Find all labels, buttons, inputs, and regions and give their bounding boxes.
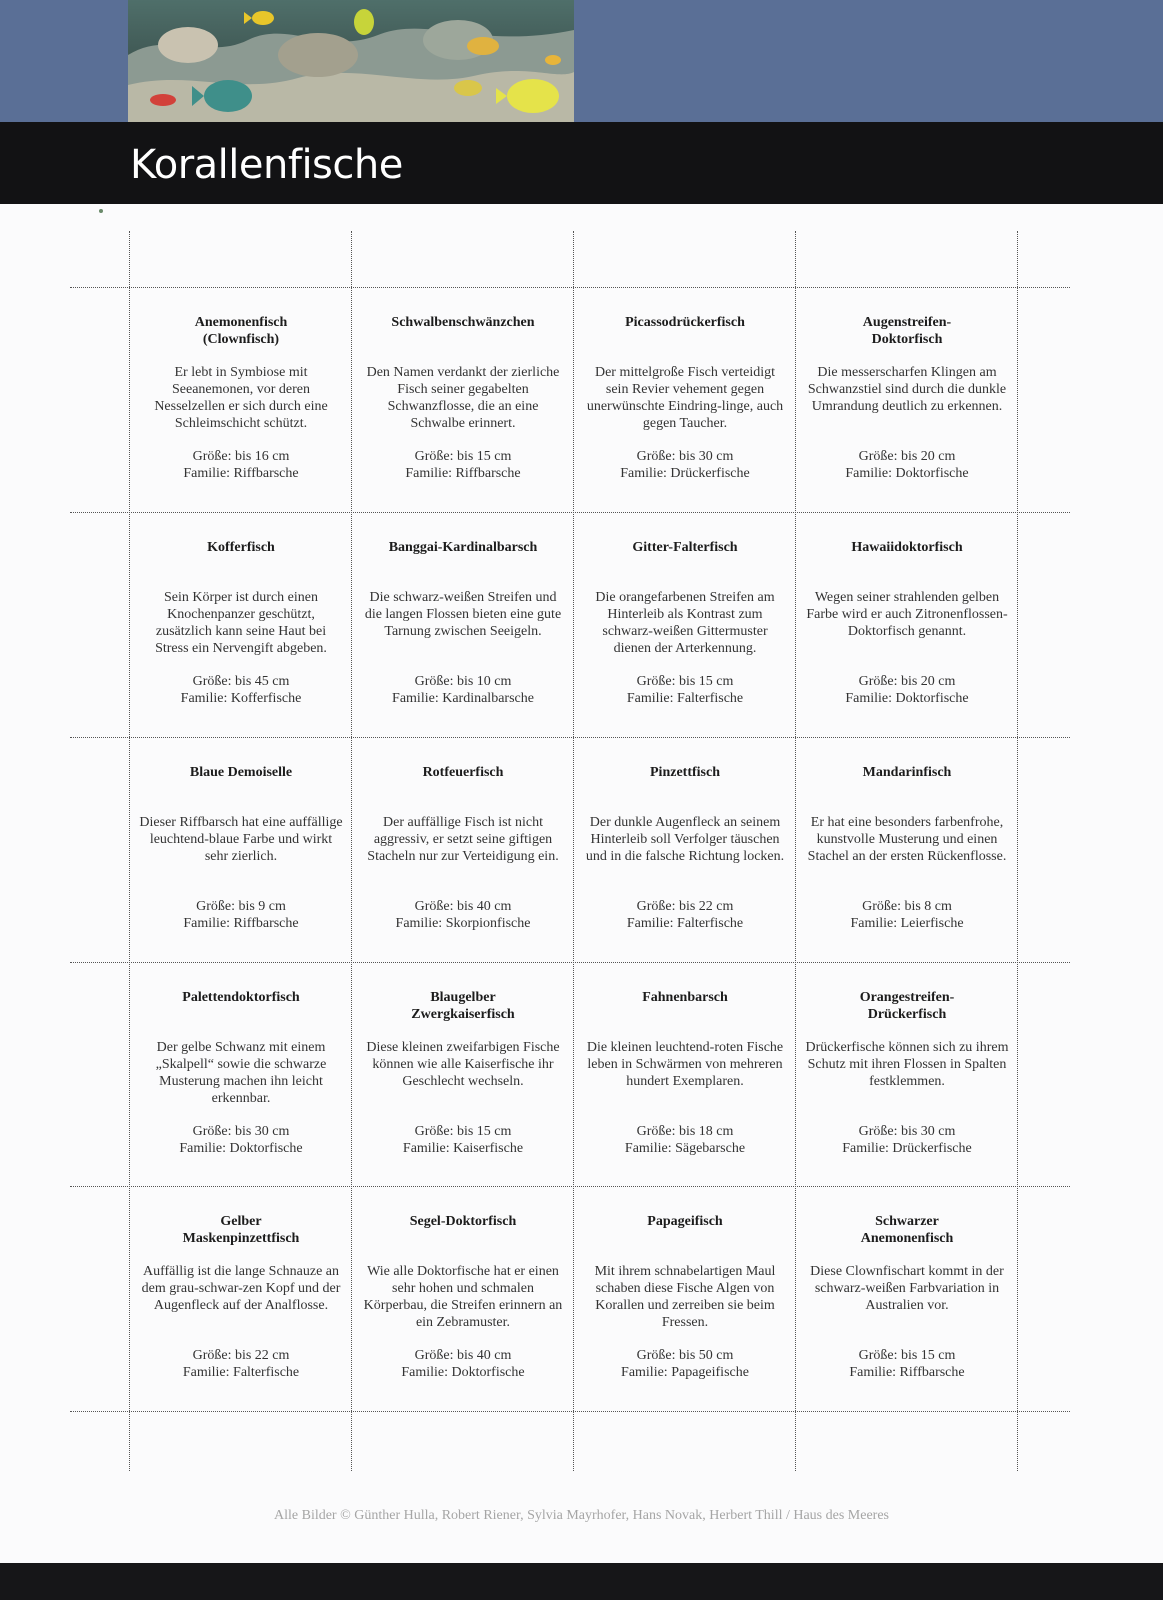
fish-family: Familie: Drückerfische [842,1141,972,1156]
decorative-dot [99,209,103,213]
fish-family: Familie: Leierfische [850,916,964,931]
fish-description: Die messerscharfen Klingen am Schwanzstiel sind durch die dunkle Umrandung deutlich zu erkennen. [807,365,1007,414]
fish-name: Kofferfisch [207,540,275,555]
fish-family: Familie: Skorpionfische [395,916,531,931]
fish-description: Wegen seiner strahlenden gelben Farbe wird er auch Zitronenflossen-Doktorfisch genannt. [806,590,1008,639]
fish-card [574,738,796,963]
fish-card [796,1187,1018,1412]
fish-description: Der mittelgroße Fisch verteidigt sein Revier vehement gegen unerwünschte Eindring-linge, auch gegen Taucher. [586,365,784,431]
fish-size: Größe: bis 15 cm [414,449,512,464]
fish-name: Blaue Demoiselle [189,765,293,780]
fish-family: Familie: Falterfische [182,1365,300,1380]
fish-card [574,288,796,513]
fish-family: Familie: Falterfische [626,691,744,706]
fish-family: Familie: Drückerfische [620,466,750,481]
fish-size: Größe: bis 15 cm [414,1124,512,1139]
fish-size: Größe: bis 16 cm [192,449,290,464]
fish-card [352,1187,574,1412]
fish-size: Größe: bis 18 cm [636,1124,734,1139]
fish-size: Größe: bis 40 cm [414,1348,512,1363]
fish-name: Gitter-Falterfisch [632,540,738,555]
reef-photo [128,0,574,122]
fish-card [574,1187,796,1412]
fish-size: Größe: bis 30 cm [636,449,734,464]
fish-family: Familie: Falterfische [626,916,744,931]
fish-description: Die schwarz-weißen Streifen und die langen Flossen bieten eine gute Tarnung zwischen Seeigeln. [364,590,562,639]
fish-name: Mandarinfisch [862,765,952,780]
fish-family: Familie: Doktorfische [845,466,969,481]
fish-description: Er hat eine besonders farbenfrohe, kunstvolle Musterung und einen Stachel an der ersten Rückenflosse. [807,815,1007,864]
footer-bar [0,1563,1163,1600]
fish-card [130,738,352,963]
fish-name: Fahnenbarsch [642,990,728,1005]
fish-card [574,963,796,1188]
fish-card [352,963,574,1188]
fish-description: Der gelbe Schwanz mit einem „Skalpell“ sowie die schwarze Musterung machen ihn leicht erkennbar. [155,1040,327,1106]
fish-description: Der dunkle Augenfleck an seinem Hinterleib soll Verfolger täuschen und in die falsche Richtung locken. [585,815,785,864]
photo-credits: Alle Bilder © Günther Hulla, Robert Riener, Sylvia Mayrhofer, Hans Novak, Herbert Thill / Haus des Meeres [274,1508,889,1523]
fish-size: Größe: bis 10 cm [414,674,512,689]
fish-name: Anemonenfisch (Clownfisch) [194,315,288,347]
fish-size: Größe: bis 20 cm [858,674,956,689]
fish-description: Mit ihrem schnabelartigen Maul schaben diese Fische Algen von Korallen und zerreiben sie beim Fressen. [594,1264,776,1330]
fish-size: Größe: bis 22 cm [192,1348,290,1363]
fish-description: Diese kleinen zweifarbigen Fische können wie alle Kaiserfische ihr Geschlecht wechseln. [366,1040,560,1089]
fish-card [574,513,796,738]
fish-family: Familie: Papageifische [621,1365,749,1380]
fish-description: Den Namen verdankt der zierliche Fisch seiner gegabelten Schwanzflosse, die an eine Schwalbe erinnert. [366,365,560,431]
fish-family: Familie: Sägebarsche [624,1141,746,1156]
fish-card [796,963,1018,1188]
fish-name: Orangestreifen- Drückerfisch [859,990,955,1022]
fish-card [796,288,1018,513]
fish-size: Größe: bis 30 cm [858,1124,956,1139]
fish-description: Sein Körper ist durch einen Knochenpanzer geschützt, zusätzlich kann seine Haut bei Stress ein Nervengift abgeben. [155,590,327,656]
fish-name: Pinzettfisch [650,765,720,780]
fish-family: Familie: Kardinalbarsche [392,691,534,706]
fish-name: Blaugelber Zwergkaiserfisch [411,990,515,1022]
fish-size: Größe: bis 15 cm [636,674,734,689]
fish-size: Größe: bis 30 cm [192,1124,290,1139]
fish-family: Familie: Kaiserfische [402,1141,524,1156]
fish-size: Größe: bis 50 cm [636,1348,734,1363]
fish-name: Picassodrückerfisch [625,315,745,330]
fish-description: Auffällig ist die lange Schnauze an dem grau-schwar-zen Kopf und der Augenfleck auf der Analflosse. [141,1264,341,1313]
fish-size: Größe: bis 8 cm [862,899,952,914]
fish-family: Familie: Kofferfische [180,691,302,706]
fish-description: Die orangefarbenen Streifen am Hinterleib als Kontrast zum schwarz-weißen Gittermuster dienen der Arterkennung. [595,590,775,656]
fish-card [130,963,352,1188]
fish-size: Größe: bis 22 cm [636,899,734,914]
fish-description: Wie alle Doktorfische hat er einen sehr hohen und schmalen Körperbau, die Streifen erinnern an ein Zebramuster. [363,1264,563,1330]
fish-card [130,1187,352,1412]
fish-family: Familie: Doktorfische [845,691,969,706]
fish-card [352,513,574,738]
fish-card [352,288,574,513]
fish-name: Banggai-Kardinalbarsch [388,540,538,555]
fish-name: Augenstreifen- Doktorfisch [862,315,952,347]
fish-description: Die kleinen leuchtend-roten Fische leben in Schwärmen von mehreren hundert Exemplaren. [586,1040,784,1089]
fish-name: Gelber Maskenpinzettfisch [182,1214,300,1246]
fish-family: Familie: Doktorfische [179,1141,303,1156]
fish-card [796,513,1018,738]
fish-name: Papageifisch [647,1214,723,1229]
fish-description: Dieser Riffbarsch hat eine auffällige leuchtend-blaue Farbe und wirkt sehr zierlich. [139,815,343,864]
fish-card [796,738,1018,963]
fish-family: Familie: Riffbarsche [849,1365,965,1380]
fish-name: Schwarzer Anemonenfisch [860,1214,954,1246]
fish-name: Hawaiidoktorfisch [851,540,963,555]
fish-description: Der auffällige Fisch ist nicht aggressiv, er setzt seine giftigen Stacheln nur zur Verteidigung ein. [367,815,559,864]
fish-name: Rotfeuerfisch [422,765,504,780]
fish-family: Familie: Riffbarsche [405,466,521,481]
fish-description: Er lebt in Symbiose mit Seeanemonen, vor deren Nesselzellen er sich durch eine Schleimschicht schützt. [154,365,328,431]
fish-size: Größe: bis 40 cm [414,899,512,914]
fish-family: Familie: Doktorfische [401,1365,525,1380]
fish-description: Diese Clownfischart kommt in der schwarz-weißen Farbvariation in Australien vor. [810,1264,1004,1313]
fish-card [130,288,352,513]
fish-name: Schwalbenschwänzchen [391,315,535,330]
fish-size: Größe: bis 45 cm [192,674,290,689]
fish-card [130,513,352,738]
fish-name: Palettendoktorfisch [182,990,300,1005]
fish-size: Größe: bis 9 cm [196,899,286,914]
page-title: Korallenfische [130,142,403,188]
fish-size: Größe: bis 20 cm [858,449,956,464]
fish-description: Drückerfische können sich zu ihrem Schutz mit ihren Flossen in Spalten festklemmen. [805,1040,1009,1089]
fish-family: Familie: Riffbarsche [183,466,299,481]
fish-name: Segel-Doktorfisch [409,1214,517,1229]
fish-card [352,738,574,963]
fish-family: Familie: Riffbarsche [183,916,299,931]
fish-size: Größe: bis 15 cm [858,1348,956,1363]
